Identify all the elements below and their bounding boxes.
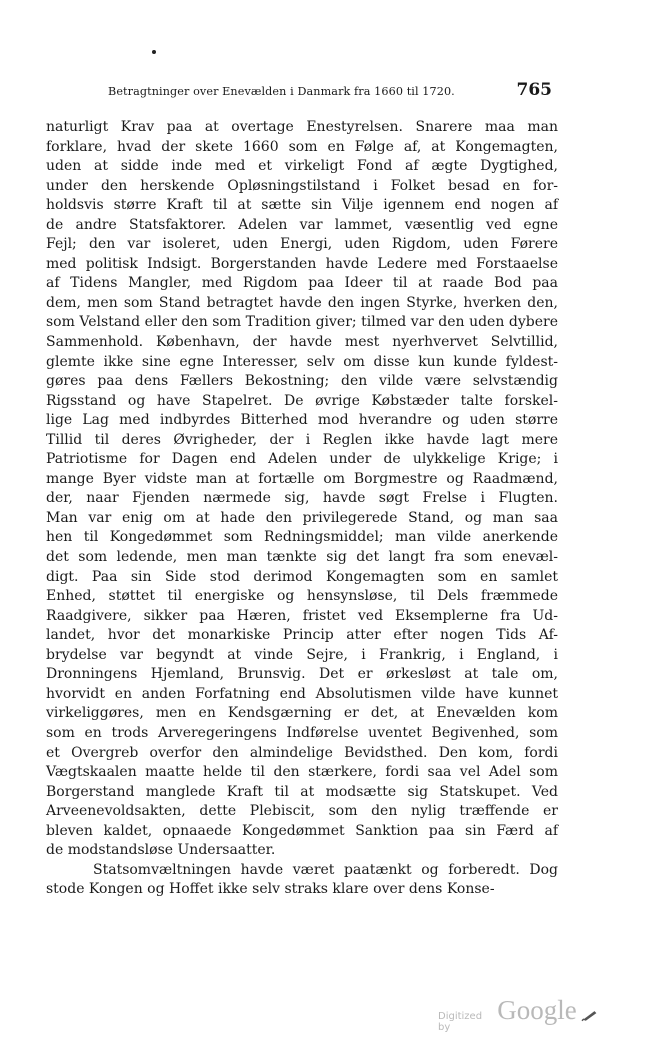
text-line: forklare, hvad der skete 1660 som en Følge af, at Kongemagten, [46,138,558,155]
text-line: mange Byer vidste man at fortælle om Borgmestre og Raadmænd, [46,470,558,487]
text-line: Rigsstand og have Stapelret. De øvrige Købstæder talte forskel- [46,392,558,409]
text-line: landet, hvor det monarkiske Princip atter efter nogen Tids Af- [46,627,558,644]
text-line: hen til Kongedømmet som Redningsmiddel; man vilde anerkende [46,529,558,546]
text-line: uden at sidde inde med et virkeligt Fond af ægte Dygtighed, [46,158,558,175]
text-line: Dronningens Hjemland, Brunsvig. Det er ørkesløst at tale om, [46,666,558,683]
digitized-by-footer [438,995,598,1035]
text-line: lige Lag med indbyrdes Bitterhed mod hverandre og uden større [46,412,558,429]
google-logo-text: Google [497,995,577,1025]
text-line: glemte ikke sine egne Interesser, selv om disse kun kunde fyldest- [46,353,558,370]
text-line: et Overgreb overfor den almindelige Bevidsthed. Den kom, fordi [46,744,558,761]
text-line: brydelse var begyndt at vinde Sejre, i Frankrig, i England, i [46,646,558,663]
text-line: der, naar Fjenden nærmede sig, havde søgt Frelse i Flugten. [46,490,558,507]
text-line: Man var enig om at hade den privilegerede Stand, og man saa [46,509,558,526]
text-line: Tillid til deres Øvrigheder, der i Reglen ikke havde lagt mere [46,431,558,448]
text-line: digt. Paa sin Side stod derimod Kongemagten som en samlet [46,568,558,585]
text-line: Vægtskaalen maatte helde til den stærkere, fordi saa vel Adel som [46,764,558,781]
text-line: Fejl; den var isoleret, uden Energi, uden Rigdom, uden Førere [46,236,558,253]
text-line: stode Kongen og Hoffet ikke selv straks klare over dens Konse- [46,881,495,898]
page-header [108,80,552,104]
page-number: 765 [516,80,552,100]
text-line: dem, men som Stand betragtet havde den ingen Styrke, hverken den, [46,294,558,311]
text-line: med politisk Indsigt. Borgerstanden havde Ledere med Forstaaelse [46,255,558,272]
text-line: Arveenevoldsakten, dette Plebiscit, som den nylig træffende er [46,803,558,820]
text-line: naturligt Krav paa at overtage Enestyrelsen. Snarere maa man [46,119,558,135]
text-line: gøres paa dens Fællers Bekostning; den vilde være selvstændig [46,373,558,390]
text-line: virkeliggøres, men en Kendsgærning er det, at Enevælden kom [46,705,558,722]
text-line: Sammenhold. København, der havde mest nyerhvervet Selvtillid, [46,334,558,351]
ink-dot [152,50,156,54]
text-line: Patriotisme for Dagen end Adelen under de ulykkelige Krige; i [46,451,558,468]
running-title: Betragtninger over Enevælden i Danmark fra 1660 til 1720. [108,85,455,98]
text-line: hvorvidt en anden Forfatning end Absolutismen vilde have kunnet [46,685,558,702]
text-line: af Tidens Mangler, med Rigdom paa Ideer til at raade Bod paa [46,275,558,292]
text-line: som en trods Arveregeringens Indførelse uventet Begivenhed, som [46,724,558,741]
text-line: de andre Statsfaktorer. Adelen var lammet, væsentlig ved egne [46,216,558,233]
text-line: under den herskende Opløsningstilstand i Folket besad en for- [46,177,558,194]
pen-icon [581,1008,598,1022]
text-line: de modstandsløse Undersaatter. [46,842,276,859]
body-text [46,118,558,900]
text-line: Raadgivere, sikker paa Hæren, fristet ved Eksemplerne fra Ud- [46,607,558,624]
text-line: bleven kaldet, opnaaede Kongedømmet Sanktion paa sin Færd af [46,822,558,839]
digitized-label: Digitized by [438,1011,483,1033]
text-line: Borgerstand manglede Kraft til at modsætte sig Statskupet. Ved [46,783,558,800]
text-line: holdsvis større Kraft til at sætte sin Vilje igennem end nogen af [46,197,558,214]
text-line: Enhed, støttet til energiske og hensynsløse, til Dels fræmmede [46,588,558,605]
text-line: som Velstand eller den som Tradition giver; tilmed var den uden dybere [46,314,558,331]
text-line: det som ledende, men man tænkte sig det langt fra som enevæl- [46,549,558,566]
text-line: Statsomvæltningen havde været paatænkt og forberedt. Dog [93,861,558,878]
